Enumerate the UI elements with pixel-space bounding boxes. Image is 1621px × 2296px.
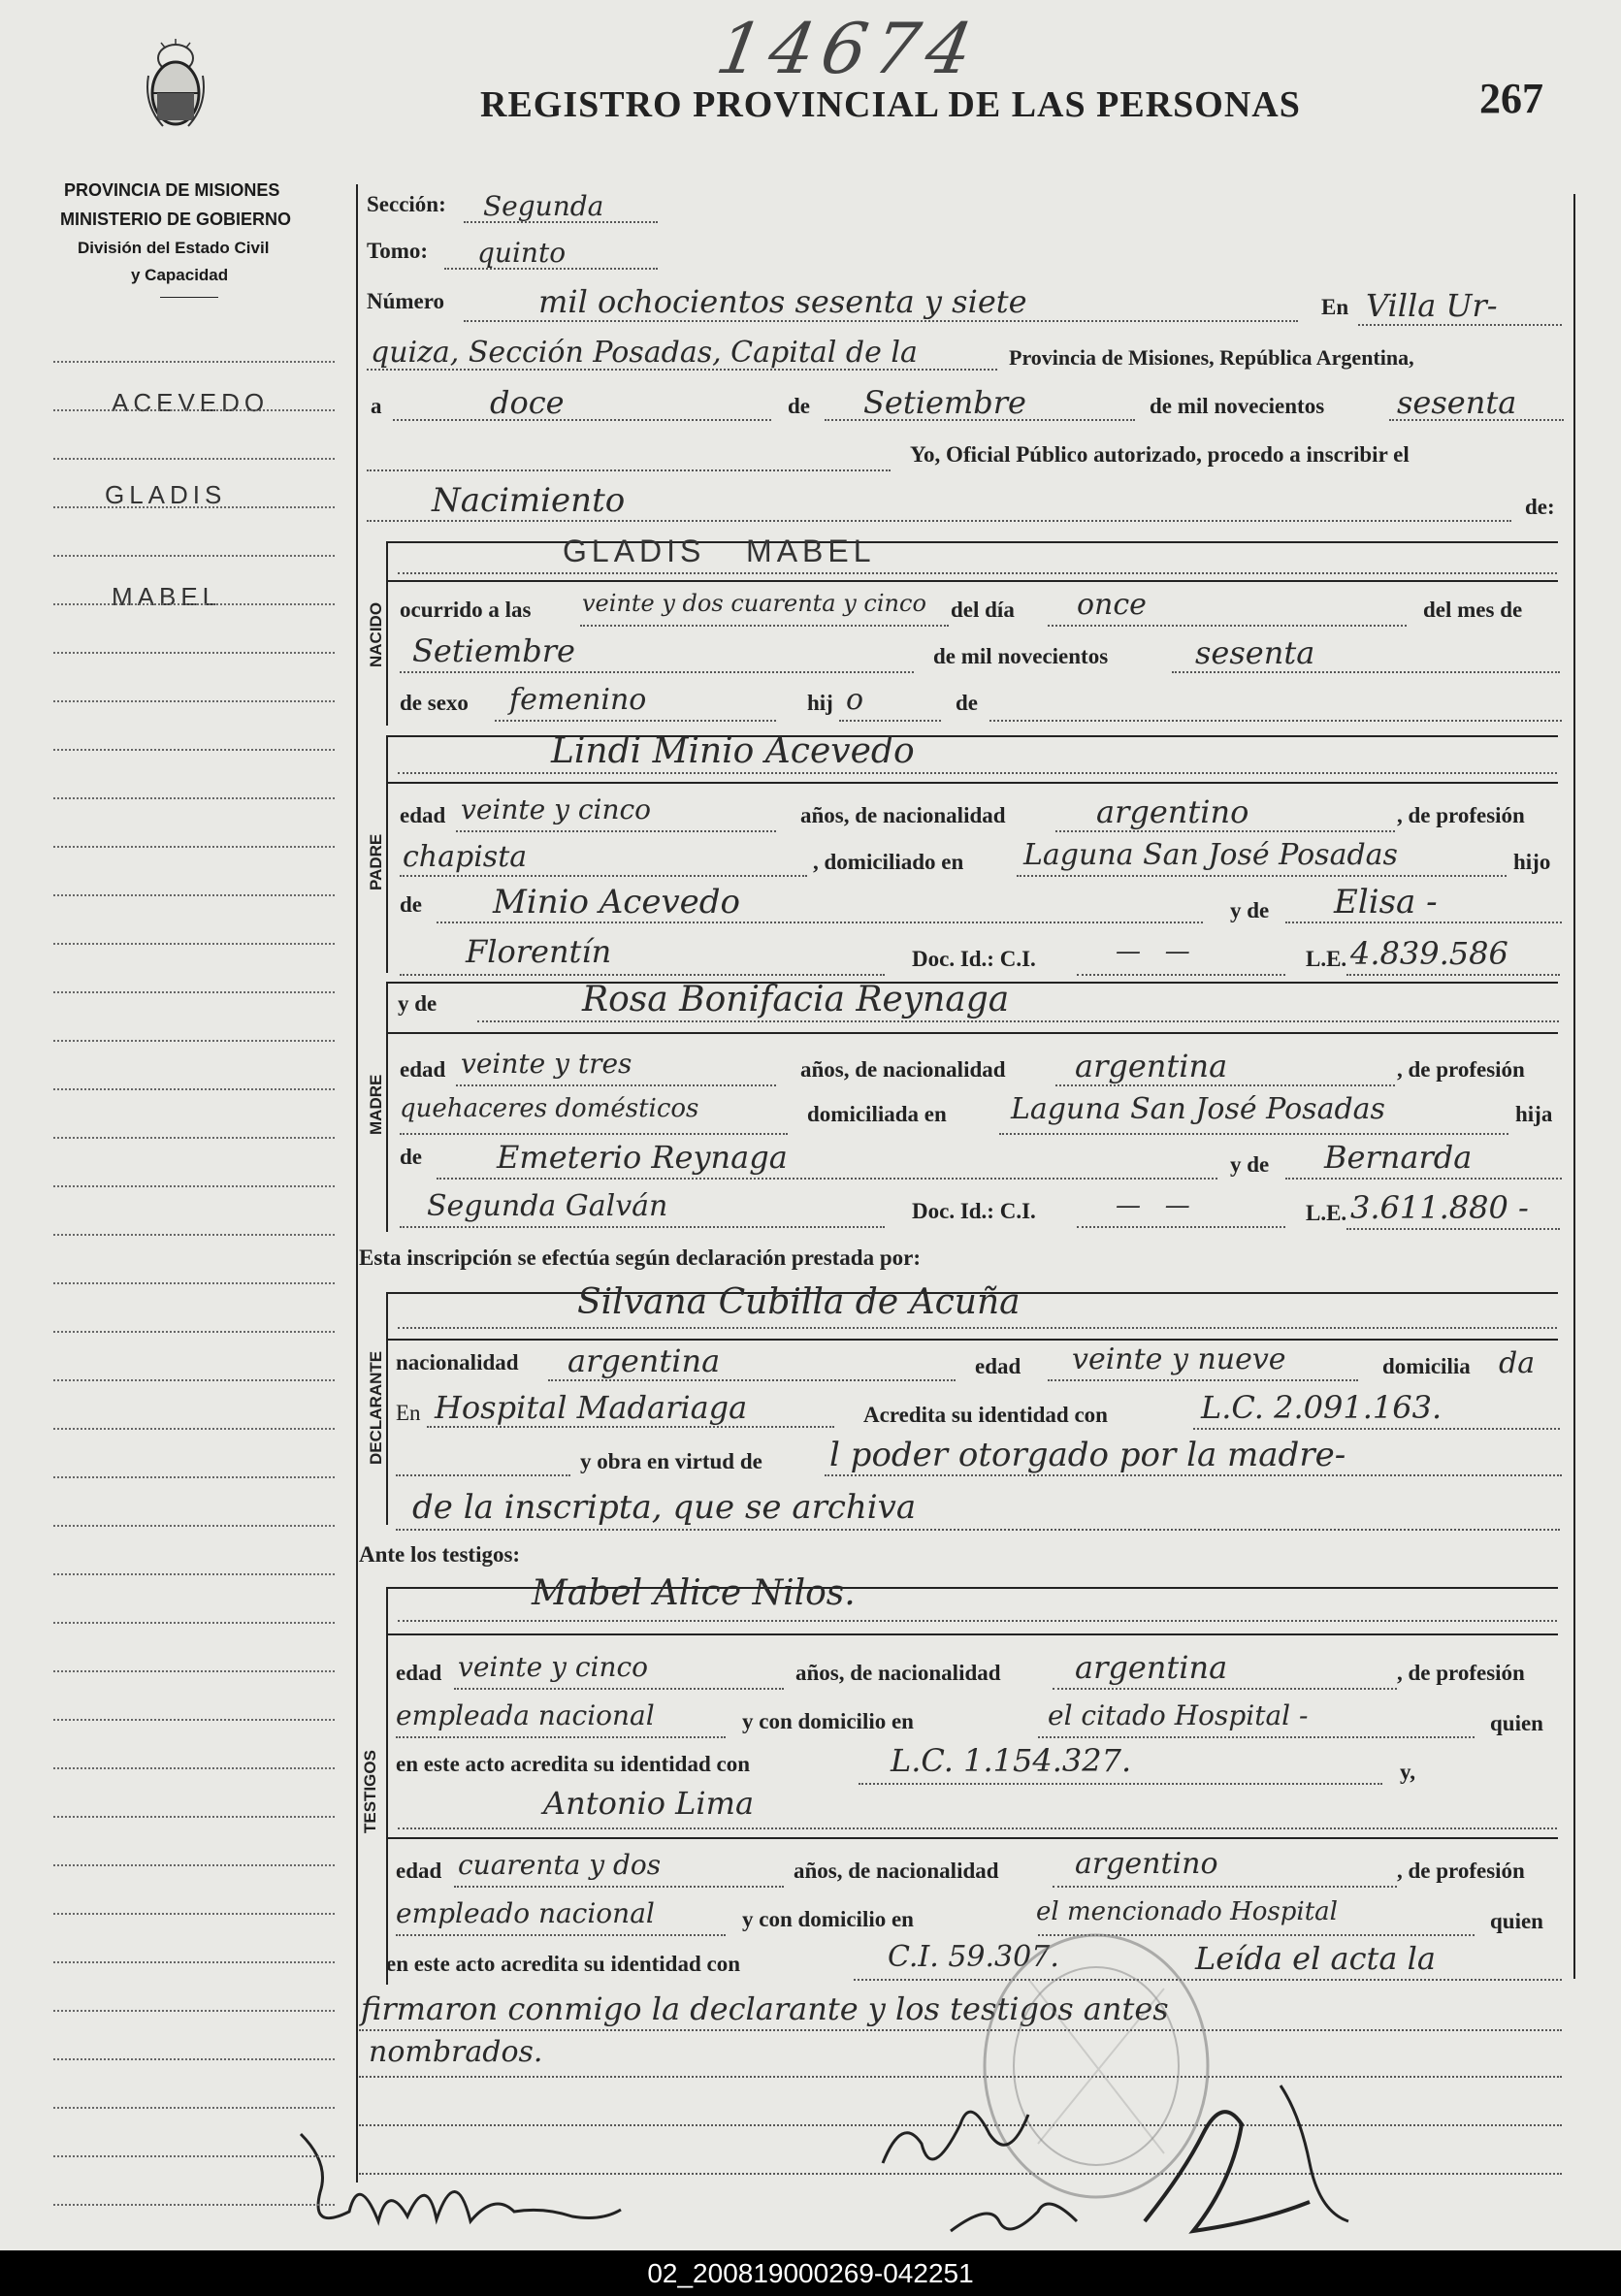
t1-dom-value: el citado Hospital - <box>1048 1699 1309 1731</box>
margin-rule-line <box>53 361 335 363</box>
del-mes-label: del mes de <box>1423 598 1523 622</box>
decl-dom-suffix: da <box>1499 1346 1536 1380</box>
t2-edad-label: edad <box>396 1859 442 1883</box>
padre-yde-label: y de <box>1230 898 1270 922</box>
lugar-value-b: quiza, Sección Posadas, Capital de la <box>371 336 918 370</box>
padre-docid-label: Doc. Id.: C.I. <box>912 947 1036 971</box>
margin-rule-line <box>53 1428 335 1430</box>
signature-official <box>854 2056 1397 2250</box>
madre-anos-label: años, de nacionalidad <box>800 1057 1006 1082</box>
madre-le-value: 3.611.880 - <box>1350 1189 1529 1226</box>
margin-rule-line <box>53 1913 335 1915</box>
t2-acredita-label: en este acto acredita su identidad con <box>386 1952 741 1976</box>
padre-le-label: L.E. <box>1306 947 1347 971</box>
archive-id: 02_200819000269-042251 <box>0 2250 1621 2296</box>
decl-en-value: Hospital Madariaga <box>435 1389 748 1426</box>
hijo-label: hijo <box>1513 850 1551 874</box>
t2-anos-label: años, de nacionalidad <box>794 1859 999 1883</box>
section-madre: MADRE <box>367 1074 385 1135</box>
del-dia-label: del día <box>951 598 1015 622</box>
margin-rule-line <box>53 700 335 702</box>
acto-value: Nacimiento <box>432 481 626 520</box>
madre-profesion-label: , de profesión <box>1397 1057 1525 1082</box>
margin-rule-line <box>53 991 335 993</box>
de-mil-label: de mil novecientos <box>1150 394 1325 418</box>
padre-edad-label: edad <box>400 803 446 827</box>
margin-rule-line <box>53 1379 335 1381</box>
t1-anos-label: años, de nacionalidad <box>795 1661 1001 1685</box>
t1-acredita-label: en este acto acredita su identidad con <box>396 1752 751 1776</box>
dia-value: doce <box>490 384 565 421</box>
margin-rule-line <box>53 458 335 460</box>
margin-rule-line <box>53 1816 335 1818</box>
t1-y-label: y, <box>1400 1760 1415 1784</box>
t2-quien-label: quien <box>1490 1909 1543 1933</box>
padre-edad-value: veinte y cinco <box>461 793 652 825</box>
padre-nac-value: argentino <box>1096 793 1249 830</box>
t1-quien-label: quien <box>1490 1711 1543 1735</box>
anio-value: sesenta <box>1397 384 1517 421</box>
mes-value: Setiembre <box>863 384 1026 421</box>
decl-virtud-value-a: l poder otorgado por la madre- <box>829 1436 1346 1474</box>
t2-prof-value: empleado nacional <box>396 1897 655 1929</box>
margin-rule-line <box>53 1670 335 1672</box>
t1-prof-value: empleada nacional <box>396 1699 655 1731</box>
t2-dom-value: el mencionado Hospital <box>1036 1897 1338 1926</box>
ministry-label: MINISTERIO DE GOBIERNO <box>60 210 292 229</box>
section-declarante: DECLARANTE <box>367 1350 385 1465</box>
madre-yde2-label: y de <box>1230 1152 1270 1177</box>
margin-rule-line <box>53 555 335 557</box>
padre-le-value: 4.839.586 <box>1350 935 1508 972</box>
madre-nombre-value: Rosa Bonifacia Reynaga <box>582 980 1010 1019</box>
t2-profesion-label: , de profesión <box>1397 1859 1525 1883</box>
sexo-value: femenino <box>509 683 647 717</box>
madre-le-label: L.E. <box>1306 1201 1347 1225</box>
numero-label: Número <box>367 289 445 313</box>
ocurrido-label: ocurrido a las <box>400 598 532 622</box>
padre-prof-value: chapista <box>403 840 528 874</box>
madre-edad-value: veinte y tres <box>461 1048 632 1080</box>
padre-madre-value-b: Florentín <box>466 933 612 970</box>
madre-yde-label: y de <box>398 991 438 1016</box>
decl-nac-label: nacionalidad <box>396 1350 519 1374</box>
hora-value: veinte y dos cuarenta y cinco <box>582 590 926 617</box>
margin-rule-line <box>53 2204 335 2206</box>
a-label: a <box>371 394 382 418</box>
sexo-label: de sexo <box>400 691 469 715</box>
folio-number: 267 <box>1479 75 1543 122</box>
madre-docid-label: Doc. Id.: C.I. <box>912 1199 1036 1223</box>
padre-madre-value-a: Elisa - <box>1334 883 1438 922</box>
padre-nombre-value: Lindi Minio Acevedo <box>551 731 915 771</box>
coat-of-arms-icon <box>144 37 208 134</box>
decl-acredita-label: Acredita su identidad con <box>863 1403 1108 1427</box>
anio-nac-value: sesenta <box>1195 634 1315 671</box>
margin-rule-line <box>53 1476 335 1478</box>
handwritten-number: 14674 <box>710 8 987 89</box>
de-label: de <box>788 394 810 418</box>
margin-rule-line <box>53 846 335 848</box>
margin-rule-line <box>53 1719 335 1721</box>
t1-doc-value: L.C. 1.154.327. <box>891 1742 1132 1779</box>
decl-en-label: En <box>396 1401 421 1425</box>
mes-nac-value: Setiembre <box>412 632 575 669</box>
madre-edad-label: edad <box>400 1057 446 1082</box>
margin-rule-line <box>53 943 335 945</box>
margin-rule-line <box>53 409 335 411</box>
decl-domicilia-label: domicilia <box>1382 1354 1471 1378</box>
t1-edad-value: veinte y cinco <box>458 1651 649 1683</box>
madre-padre-value: Emeterio Reynaga <box>497 1139 788 1176</box>
padre-profesion-label: , de profesión <box>1397 803 1525 827</box>
decl-nac-value: argentina <box>567 1342 721 1379</box>
section-nacido: NACIDO <box>367 601 385 667</box>
capacity-label: y Capacidad <box>131 266 229 284</box>
margin-rule-line <box>53 1040 335 1042</box>
decl-nombre-value: Silvana Cubilla de Acuña <box>577 1282 1021 1322</box>
hija-label: hija <box>1515 1102 1553 1126</box>
margin-rule-line <box>53 1185 335 1187</box>
oficial-label: Yo, Oficial Público autorizado, procedo a inscribir el <box>910 442 1410 467</box>
dia-nac-value: once <box>1077 588 1147 622</box>
margin-rule-line <box>53 797 335 799</box>
cierre-value-c: nombrados. <box>369 2035 543 2069</box>
division-label: División del Estado Civil <box>78 239 270 257</box>
section-testigos: TESTIGOS <box>361 1750 379 1833</box>
madre-dom-label: domiciliada en <box>807 1102 947 1126</box>
padre-dom-label: , domiciliado en <box>813 850 964 874</box>
de-label-2: de <box>956 691 978 715</box>
en-label: En <box>1321 295 1349 319</box>
margin-rule-line <box>53 1573 335 1575</box>
margin-rule-line <box>53 1767 335 1769</box>
margin-rule-line <box>53 1282 335 1284</box>
t2-dom-label: y con domicilio en <box>742 1907 914 1931</box>
margin-rule-line <box>53 1961 335 1963</box>
margin-rule-line <box>53 2155 335 2157</box>
madre-madre-value-a: Bernarda <box>1324 1139 1473 1176</box>
t1-dom-label: y con domicilio en <box>742 1709 914 1733</box>
section-padre: PADRE <box>367 833 385 890</box>
margin-rule-line <box>53 1137 335 1139</box>
margin-rule-line <box>53 2107 335 2109</box>
margin-rule-line <box>53 1331 335 1333</box>
decl-edad-value: veinte y nueve <box>1072 1342 1286 1376</box>
signature-witness <box>291 2105 640 2250</box>
page-title: REGISTRO PROVINCIAL DE LAS PERSONAS <box>480 84 1301 125</box>
padre-anos-label: años, de nacionalidad <box>800 803 1006 827</box>
decl-virtud-value-b: de la inscripta, que se archiva <box>412 1488 917 1527</box>
t2-edad-value: cuarenta y dos <box>458 1849 662 1881</box>
margin-rule-line <box>53 1525 335 1527</box>
t2-nombre-value: Antonio Lima <box>543 1785 755 1822</box>
t2-nac-value: argentino <box>1075 1847 1218 1881</box>
madre-nac-value: argentina <box>1075 1048 1228 1084</box>
t1-nombre-value: Mabel Alice Nilos. <box>532 1573 856 1613</box>
ante-testigos-label: Ante los testigos: <box>359 1542 521 1567</box>
margin-rule-line <box>53 652 335 654</box>
padre-padre-value: Minio Acevedo <box>493 883 741 922</box>
margin-rule-line <box>53 894 335 896</box>
sidebar-second-name: MABEL <box>112 582 222 611</box>
margin-rule-line <box>53 603 335 605</box>
margin-rule-line <box>53 2010 335 2012</box>
inscripcion-label: Esta inscripción se efectúa según declaración prestada por: <box>359 1245 922 1270</box>
seccion-label: Sección: <box>367 192 446 216</box>
nombre-nacido-value: GLADIS MABEL <box>563 534 876 568</box>
sidebar-surname: ACEVEDO <box>112 388 270 417</box>
t2-doc-value: C.I. 59.307. <box>888 1940 1059 1974</box>
hij-label: hij <box>807 691 833 715</box>
padre-dom-value: Laguna San José Posadas <box>1023 838 1398 872</box>
province-label: PROVINCIA DE MISIONES <box>64 180 280 200</box>
madre-madre-value-b: Segunda Galván <box>427 1189 668 1223</box>
cierre-value-a: Leída el acta la <box>1195 1940 1436 1977</box>
madre-ci-value: — — <box>1116 1191 1190 1220</box>
madre-prof-value: quehaceres domésticos <box>400 1094 699 1123</box>
decl-edad-label: edad <box>975 1354 1021 1378</box>
madre-de-label: de <box>400 1145 422 1169</box>
seccion-value: Segunda <box>483 190 604 222</box>
main-right-border <box>1573 194 1575 1979</box>
de-mil-nac-label: de mil novecientos <box>933 644 1109 668</box>
padre-ci-value: — — <box>1116 937 1190 966</box>
numero-value: mil ochocientos sesenta y siete <box>538 283 1027 320</box>
padre-de-label: de <box>400 892 422 917</box>
t1-edad-label: edad <box>396 1661 442 1685</box>
de-colon-label: de: <box>1525 495 1555 519</box>
sidebar-first-name: GLADIS <box>105 480 227 509</box>
margin-rule-line <box>53 1088 335 1090</box>
tomo-value: quinto <box>477 237 567 269</box>
madre-dom-value: Laguna San José Posadas <box>1011 1092 1385 1126</box>
hij-value: o <box>846 683 864 717</box>
decl-virtud-label: y obra en virtud de <box>580 1449 762 1473</box>
main-left-border <box>356 184 358 2183</box>
tomo-label: Tomo: <box>367 239 429 263</box>
margin-rule-line <box>53 1234 335 1236</box>
margin-rule-line <box>53 1622 335 1624</box>
lugar-value-a: Villa Ur- <box>1366 287 1498 324</box>
margin-rule-line <box>53 2058 335 2060</box>
cierre-value-b: firmaron conmigo la declarante y los testigos antes <box>361 1990 1169 2027</box>
t1-nac-value: argentina <box>1075 1649 1228 1686</box>
margin-rule-line <box>53 749 335 751</box>
decl-doc-value: L.C. 2.091.163. <box>1201 1389 1443 1426</box>
margin-rule-line <box>53 1864 335 1866</box>
margin-rule-line <box>53 506 335 508</box>
provincia-label: Provincia de Misiones, República Argentina, <box>1009 345 1414 370</box>
t1-profesion-label: , de profesión <box>1397 1661 1525 1685</box>
